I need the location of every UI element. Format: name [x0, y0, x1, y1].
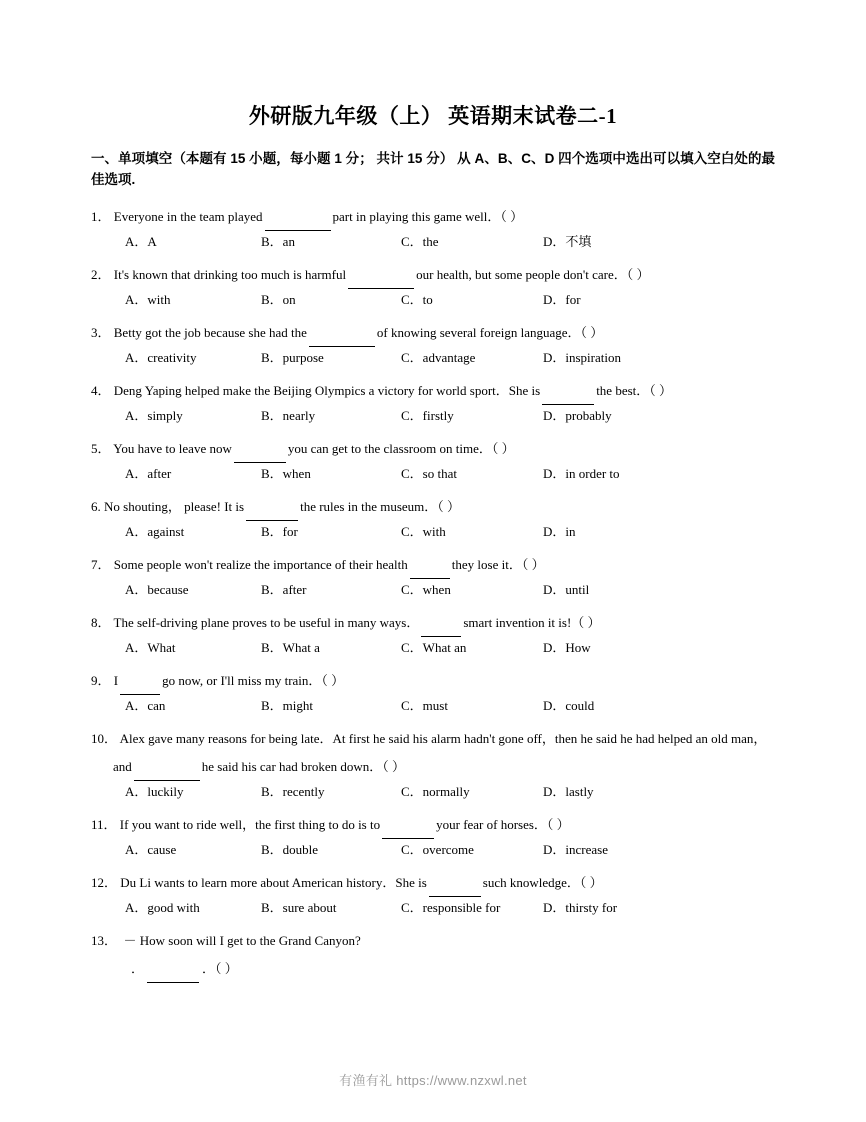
question-item — [91, 869, 781, 927]
option-c[interactable]: C．firstly — [401, 408, 454, 423]
question-item — [91, 927, 781, 983]
question-number: 8． — [91, 615, 111, 630]
question-item — [91, 609, 781, 667]
option-row — [91, 289, 781, 319]
question-item — [91, 493, 781, 551]
option-a[interactable]: A．against — [125, 524, 185, 539]
stem-text-before: Betty got the job because she had the — [113, 325, 307, 340]
option-b[interactable]: B．purpose — [261, 350, 324, 365]
answer-blank — [147, 969, 199, 983]
answer-suffix: ．（ ） — [202, 961, 238, 976]
option-c[interactable]: C．when — [401, 582, 451, 597]
stem-text-after: they lose it．（ ） — [451, 557, 545, 572]
answer-blank — [134, 767, 200, 781]
question-stem — [91, 551, 781, 579]
question-number: 9． — [91, 673, 111, 688]
question-stem — [91, 435, 781, 463]
answer-blank — [429, 883, 481, 897]
stem-text-before: No shouting， please! It is — [104, 499, 245, 514]
option-b[interactable]: B．for — [261, 524, 298, 539]
question-stem — [91, 927, 781, 955]
stem-text-before: Alex gave many reasons for being late．At first he said his alarm hadn't gone off，then he said he had helped an old man，and — [113, 731, 767, 774]
answer-blank — [542, 391, 594, 405]
option-a[interactable]: A．with — [125, 292, 171, 307]
stem-text-after: the rules in the museum．（ ） — [300, 499, 461, 514]
question-item — [91, 811, 781, 869]
stem-text-after: our health, but some people don't care．（ ） — [416, 267, 650, 282]
option-d[interactable]: D．thirsty for — [543, 900, 618, 915]
question-stem — [91, 609, 781, 637]
question-number: 3． — [91, 325, 111, 340]
option-row — [91, 463, 781, 493]
answer-prefix: ． — [131, 961, 145, 976]
option-b[interactable]: B．sure about — [261, 900, 337, 915]
stem-text-before: If you want to ride well，the first thing to do is to — [119, 817, 381, 832]
question-number: 4． — [91, 383, 111, 398]
stem-text-after: smart invention it is!（ ） — [463, 615, 601, 630]
option-d[interactable]: D．in — [543, 524, 576, 539]
option-a[interactable]: A．creativity — [125, 350, 197, 365]
option-d[interactable]: D．inspiration — [543, 350, 621, 365]
question-item — [91, 377, 781, 435]
stem-text-after: you can get to the classroom on time．（ ） — [287, 441, 515, 456]
option-d[interactable]: D．How — [543, 640, 591, 655]
question-stem — [91, 725, 781, 781]
option-a[interactable]: A．A — [125, 234, 157, 249]
option-row — [91, 695, 781, 725]
question-stem — [91, 493, 781, 521]
option-b[interactable]: B．nearly — [261, 408, 316, 423]
option-d[interactable]: D．in order to — [543, 466, 620, 481]
question-answer-line — [91, 955, 781, 983]
dialogue-prompt: How soon will I get to the Grand Canyon? — [139, 933, 361, 948]
stem-text-before: The self-driving plane proves to be useful in many ways． — [113, 615, 420, 630]
page-title: 外研版九年级（上） 英语期末试卷二-1 — [248, 104, 618, 128]
question-number: 6. — [91, 499, 101, 514]
question-stem — [91, 377, 781, 405]
question-stem — [91, 869, 781, 897]
stem-text-before: Some people won't realize the importance of their health — [113, 557, 408, 572]
option-row — [91, 897, 781, 927]
stem-text-after: of knowing several foreign language．（ ） — [376, 325, 604, 340]
answer-blank — [410, 565, 450, 579]
answer-blank — [265, 217, 331, 231]
option-a[interactable]: A．because — [125, 582, 189, 597]
option-a[interactable]: A．good with — [125, 900, 200, 915]
question-item — [91, 261, 781, 319]
option-d[interactable]: D．probably — [543, 408, 612, 423]
option-d[interactable]: D．until — [543, 582, 590, 597]
option-b[interactable]: B．What a — [261, 640, 320, 655]
option-d[interactable]: D．不填 — [543, 234, 592, 249]
option-d[interactable]: D．increase — [543, 842, 608, 857]
option-c[interactable]: C．overcome — [401, 842, 474, 857]
page-footer-watermark: 有渔有礼 https://www.nzxwl.net — [339, 1073, 527, 1088]
option-row — [91, 521, 781, 551]
stem-text-before: I — [113, 673, 119, 688]
question-item — [91, 203, 781, 261]
stem-text-after: such knowledge．（ ） — [482, 875, 603, 890]
answer-blank — [382, 825, 434, 839]
option-c[interactable]: C．the — [401, 234, 439, 249]
question-number: 5． — [91, 441, 111, 456]
dialogue-dash: － — [123, 933, 137, 948]
option-a[interactable]: A．What — [125, 640, 176, 655]
option-c[interactable]: C．with — [401, 524, 446, 539]
question-item — [91, 319, 781, 377]
option-c[interactable]: C．advantage — [401, 350, 476, 365]
question-stem — [91, 261, 781, 289]
stem-text-after: your fear of horses．（ ） — [436, 817, 570, 832]
answer-blank — [348, 275, 414, 289]
stem-text-before: You have to leave now — [113, 441, 232, 456]
stem-text-after: go now, or I'll miss my train．（ ） — [162, 673, 345, 688]
answer-blank — [120, 681, 160, 695]
option-c[interactable]: C．normally — [401, 784, 470, 799]
question-stem — [91, 667, 781, 695]
option-b[interactable]: B．when — [261, 466, 311, 481]
option-a[interactable]: A．can — [125, 698, 166, 713]
option-c[interactable]: C．must — [401, 698, 448, 713]
option-a[interactable]: A．after — [125, 466, 172, 481]
option-row — [91, 347, 781, 377]
option-row — [91, 839, 781, 869]
question-number: 2． — [91, 267, 111, 282]
option-d[interactable]: D．could — [543, 698, 595, 713]
option-a[interactable]: A．cause — [125, 842, 177, 857]
section-instruction: 一、单项填空（本题有 15 小题，每小题 1 分； 共计 15 分） 从 A、B、C、D 四个选项中选出可以填入空白处的最佳选项. — [91, 151, 775, 187]
question-item — [91, 667, 781, 725]
question-number: 1． — [91, 209, 111, 224]
question-stem — [91, 203, 781, 231]
question-item — [91, 725, 781, 811]
option-c[interactable]: C．What an — [401, 640, 467, 655]
answer-blank — [309, 333, 375, 347]
question-number: 13． — [91, 933, 118, 948]
stem-text-before: Du Li wants to learn more about American history．She is — [120, 875, 427, 890]
question-number: 7． — [91, 557, 111, 572]
question-item — [91, 435, 781, 493]
question-stem — [91, 319, 781, 347]
stem-text-before: Everyone in the team played — [113, 209, 263, 224]
option-c[interactable]: C．responsible for — [401, 900, 501, 915]
question-number: 12． — [91, 875, 118, 890]
stem-text-after: part in playing this game well．（ ） — [332, 209, 524, 224]
option-a[interactable]: A．luckily — [125, 784, 184, 799]
option-d[interactable]: D．for — [543, 292, 581, 307]
answer-blank — [234, 449, 286, 463]
question-list — [91, 203, 781, 983]
option-row — [91, 405, 781, 435]
option-d[interactable]: D．lastly — [543, 784, 594, 799]
option-a[interactable]: A．simply — [125, 408, 183, 423]
question-number: 10． — [91, 731, 118, 746]
option-c[interactable]: C．to — [401, 292, 433, 307]
question-stem — [91, 811, 781, 839]
stem-text-after: he said his car had broken down．（ ） — [201, 759, 406, 774]
stem-text-before: Deng Yaping helped make the Beijing Olympics a victory for world sport．She is — [113, 383, 541, 398]
option-row — [91, 231, 781, 261]
option-b[interactable]: B．recently — [261, 784, 325, 799]
option-row — [91, 579, 781, 609]
option-b[interactable]: B．an — [261, 234, 295, 249]
stem-text-before: It's known that drinking too much is harmful — [113, 267, 347, 282]
option-row — [91, 637, 781, 667]
stem-text-after: the best．（ ） — [596, 383, 673, 398]
option-b[interactable]: B．on — [261, 292, 296, 307]
option-row — [91, 781, 781, 811]
option-b[interactable]: B．double — [261, 842, 319, 857]
option-c[interactable]: C．so that — [401, 466, 457, 481]
answer-blank — [421, 623, 461, 637]
option-b[interactable]: B．might — [261, 698, 314, 713]
question-item — [91, 551, 781, 609]
question-number: 11． — [91, 817, 117, 832]
answer-blank — [246, 507, 298, 521]
option-b[interactable]: B．after — [261, 582, 307, 597]
